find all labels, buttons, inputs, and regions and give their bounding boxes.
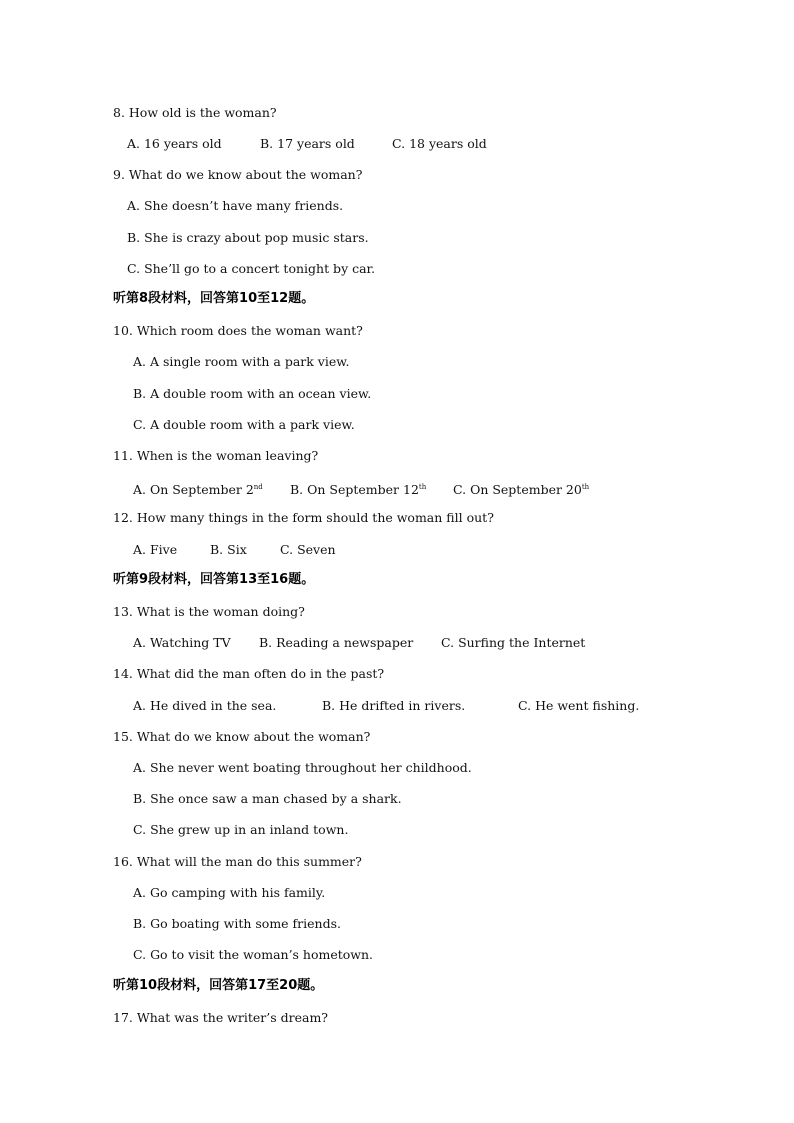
question-15: 15. What do we know about the woman? bbox=[113, 729, 371, 744]
question-17: 17. What was the writer’s dream? bbox=[113, 1010, 328, 1025]
q11-option-a: A. On September 2nd bbox=[133, 482, 263, 497]
q13-option-b: B. Reading a newspaper bbox=[259, 635, 414, 650]
q11-option-b: B. On September 12th bbox=[290, 482, 427, 497]
q12-option-a: A. Five bbox=[133, 542, 178, 557]
q14-option-a: A. He dived in the sea. bbox=[133, 698, 277, 713]
q10-option-a: A. A single room with a park view. bbox=[133, 354, 350, 369]
q9-option-b: B. She is crazy about pop music stars. bbox=[127, 230, 369, 245]
q10-option-c: C. A double room with a park view. bbox=[133, 417, 355, 432]
q8-option-b: B. 17 years old bbox=[260, 136, 355, 151]
question-16: 16. What will the man do this summer? bbox=[113, 854, 362, 869]
q15-option-a: A. She never went boating throughout her childhood. bbox=[133, 760, 472, 775]
q12-option-c: C. Seven bbox=[280, 542, 336, 557]
section-10-heading: 听第10段材料，回答第17至20题。 bbox=[113, 978, 324, 993]
q9-option-c: C. She’ll go to a concert tonight by car. bbox=[127, 261, 376, 276]
q13-option-c: C. Surfing the Internet bbox=[441, 635, 586, 650]
q14-option-b: B. He drifted in rivers. bbox=[322, 698, 466, 713]
q9-option-a: A. She doesn’t have many friends. bbox=[127, 198, 344, 213]
q12-option-b: B. Six bbox=[210, 542, 247, 557]
q16-option-a: A. Go camping with his family. bbox=[133, 885, 326, 900]
q15-option-c: C. She grew up in an inland town. bbox=[133, 822, 349, 837]
q16-option-c: C. Go to visit the woman’s hometown. bbox=[133, 947, 374, 962]
question-10: 10. Which room does the woman want? bbox=[113, 323, 363, 338]
q15-option-b: B. She once saw a man chased by a shark. bbox=[133, 791, 402, 806]
question-11: 11. When is the woman leaving? bbox=[113, 448, 319, 463]
q8-option-c: C. 18 years old bbox=[392, 136, 487, 151]
question-13: 13. What is the woman doing? bbox=[113, 604, 305, 619]
q10-option-b: B. A double room with an ocean view. bbox=[133, 386, 372, 401]
q13-option-a: A. Watching TV bbox=[133, 635, 231, 650]
q16-option-b: B. Go boating with some friends. bbox=[133, 916, 341, 931]
q8-option-a: A. 16 years old bbox=[127, 136, 222, 151]
question-14: 14. What did the man often do in the past? bbox=[113, 666, 385, 681]
question-12: 12. How many things in the form should the woman fill out? bbox=[113, 510, 494, 525]
question-9: 9. What do we know about the woman? bbox=[113, 167, 363, 182]
section-9-heading: 听第9段材料，回答第13至16题。 bbox=[113, 572, 315, 587]
question-8: 8. How old is the woman? bbox=[113, 105, 277, 120]
section-8-heading: 听第8段材料，回答第10至12题。 bbox=[113, 291, 315, 306]
q11-option-c: C. On September 20th bbox=[453, 482, 590, 497]
q14-option-c: C. He went fishing. bbox=[518, 698, 640, 713]
